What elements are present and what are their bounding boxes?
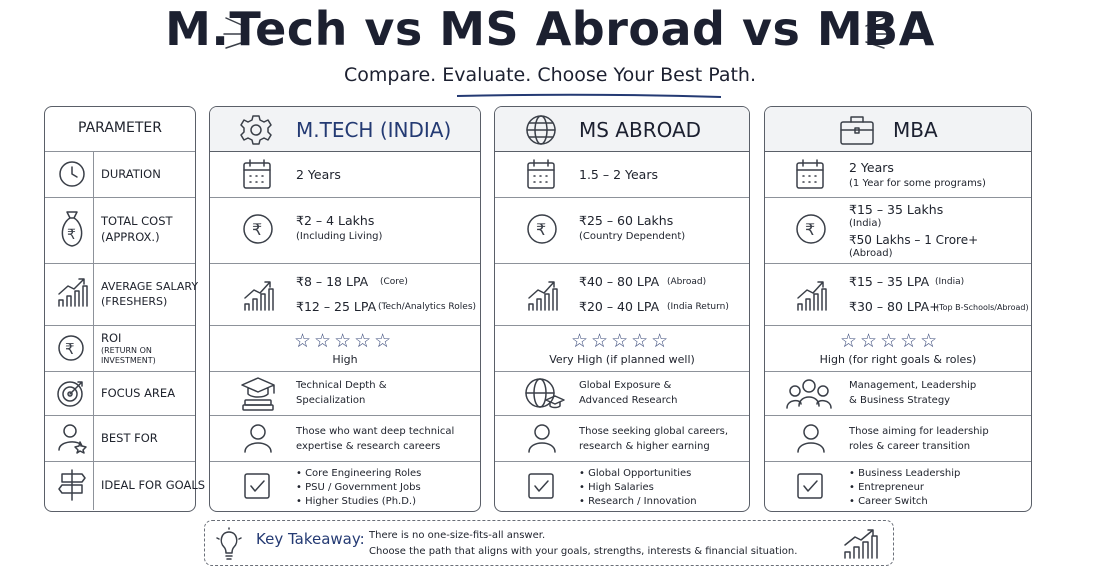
ms-salary-2: ₹20 – 40 LPA — [579, 299, 660, 314]
param-duration: DURATION — [101, 167, 161, 181]
takeaway-line-1: There is no one-size-fits-all answer. — [369, 530, 546, 541]
lightbulb-icon — [216, 528, 242, 560]
growth-chart-icon — [56, 276, 88, 310]
rupee-cycle-icon — [56, 332, 86, 364]
list-item: • Core Engineering Roles — [296, 467, 421, 481]
mtech-check-icon — [243, 472, 271, 500]
mtech-title: M.TECH (INDIA) — [296, 118, 452, 142]
ms-salary-chart-icon — [526, 278, 558, 312]
list-item: • Business Leadership — [849, 467, 960, 481]
mba-cost-note: (India) — [849, 218, 882, 229]
ms-roi-text: Very High (if planned well) — [549, 353, 695, 366]
ms-calendar-icon — [526, 158, 556, 190]
ms-best-1: Those seeking global careers, — [579, 426, 729, 437]
mba-duration: 2 Years — [849, 160, 894, 175]
gear-icon — [240, 114, 272, 146]
mtech-rupee-icon — [242, 213, 274, 245]
mtech-salary-2-note: (Tech/Analytics Roles) — [378, 302, 477, 312]
mtech-calendar-icon — [242, 158, 272, 190]
list-item: • PSU / Government Jobs — [296, 481, 421, 495]
mtech-cost: ₹2 – 4 Lakhs — [296, 213, 375, 228]
mtech-salary-2: ₹12 – 25 LPA — [296, 299, 377, 314]
mba-roi-text: High (for right goals & roles) — [819, 353, 977, 366]
ms-focus-2: Advanced Research — [579, 395, 678, 406]
svg-text:₹: ₹ — [67, 227, 76, 243]
mba-title: MBA — [893, 118, 938, 142]
mba-focus-2: & Business Strategy — [849, 395, 951, 406]
param-total-cost-sub: (APPROX.) — [101, 230, 160, 244]
mtech-person-icon — [243, 422, 273, 454]
ms-duration: 1.5 – 2 Years — [579, 167, 658, 182]
ms-abroad-title: MS ABROAD — [579, 118, 702, 142]
param-ideal-goals: IDEAL FOR GOALS — [101, 478, 206, 492]
mba-roi-stars: ☆☆☆☆☆ — [840, 330, 941, 352]
mba-best-2: roles & career transition — [849, 441, 971, 452]
list-item: • Entrepreneur — [849, 481, 960, 495]
list-item: • Higher Studies (Ph.D.) — [296, 495, 421, 509]
list-item: • Research / Innovation — [579, 495, 697, 509]
mtech-salary-1-note: (Core) — [380, 277, 408, 287]
user-star-icon — [57, 422, 87, 454]
ms-check-icon — [527, 472, 555, 500]
mba-best-1: Those aiming for leadership — [849, 426, 989, 437]
param-avg-salary-sub: (FRESHERS) — [101, 295, 168, 308]
page-subtitle: Compare. Evaluate. Choose Your Best Path. — [343, 64, 757, 86]
mtech-salary-1: ₹8 – 18 LPA — [296, 274, 369, 289]
param-focus-area: FOCUS AREA — [101, 386, 176, 400]
ms-cost-note: (Country Dependent) — [579, 231, 686, 242]
ms-cost: ₹25 – 60 Lakhs — [579, 213, 674, 228]
mba-cost: ₹15 – 35 Lakhs — [849, 202, 944, 217]
mba-rupee-icon — [795, 213, 827, 245]
svg-text:₹: ₹ — [805, 220, 816, 239]
svg-text:₹: ₹ — [252, 220, 263, 239]
target-icon — [56, 378, 86, 408]
mtech-goals-list — [296, 467, 421, 509]
mtech-focus-1: Technical Depth & — [296, 380, 387, 391]
ms-best-2: research & higher earning — [579, 441, 710, 452]
param-total-cost: TOTAL COST — [101, 214, 173, 228]
graduation-books-icon — [240, 376, 276, 412]
mba-check-icon — [796, 472, 824, 500]
takeaway-label: Key Takeaway: — [256, 530, 365, 548]
mba-cost-2: ₹50 Lakhs – 1 Crore+ — [849, 233, 979, 247]
ms-salary-1-note: (Abroad) — [667, 277, 707, 287]
subtitle-underline — [455, 92, 725, 100]
mba-salary-1-note: (India) — [935, 277, 965, 287]
ms-person-icon — [527, 422, 557, 454]
mba-salary-2-note: (Top B-Schools/Abroad) — [936, 303, 1029, 312]
param-avg-salary: AVERAGE SALARY — [101, 280, 199, 293]
list-item: • Global Opportunities — [579, 467, 697, 481]
mtech-roi-stars: ☆☆☆☆☆ — [294, 330, 395, 352]
briefcase-icon — [839, 114, 875, 146]
mba-duration-note: (1 Year for some programs) — [849, 178, 986, 189]
mtech-duration: 2 Years — [296, 167, 341, 182]
mba-salary-chart-icon — [795, 278, 827, 312]
list-item: • High Salaries — [579, 481, 697, 495]
ms-salary-1: ₹40 – 80 LPA — [579, 274, 660, 289]
takeaway-line-2: Choose the path that aligns with your goals, strengths, interests & financial situation. — [369, 546, 798, 557]
page-title: M.Tech vs MS Abroad vs MBA — [165, 2, 935, 56]
money-bag-icon — [57, 206, 87, 250]
list-item: • Career Switch — [849, 495, 960, 509]
clock-icon — [58, 160, 86, 188]
mtech-focus-2: Specialization — [296, 395, 366, 406]
param-best-for: BEST FOR — [101, 431, 158, 445]
ms-salary-2-note: (India Return) — [667, 302, 729, 312]
mba-goals-list — [849, 467, 960, 509]
mtech-best-2: expertise & research careers — [296, 441, 441, 452]
param-roi: ROI — [101, 331, 122, 345]
mtech-best-1: Those who want deep technical — [296, 426, 455, 437]
team-icon — [786, 378, 832, 410]
globe-icon — [525, 114, 557, 146]
growth-chart-icon — [842, 528, 878, 560]
mtech-cost-note: (Including Living) — [296, 231, 383, 242]
ms-roi-stars: ☆☆☆☆☆ — [571, 330, 672, 352]
mba-person-icon — [796, 422, 826, 454]
mtech-salary-chart-icon — [242, 278, 274, 312]
mba-salary-1: ₹15 – 35 LPA — [849, 274, 930, 289]
mba-salary-2: ₹30 – 80 LPA+ — [849, 299, 940, 314]
svg-text:₹: ₹ — [536, 220, 547, 239]
ms-goals-list — [579, 467, 697, 509]
param-roi-sub: (RETURN ON INVESTMENT) — [101, 346, 156, 365]
mba-cost-2-note: (Abroad) — [849, 248, 893, 259]
mba-focus-1: Management, Leadership — [849, 380, 977, 391]
ms-focus-1: Global Exposure & — [579, 380, 672, 391]
ms-rupee-icon — [526, 213, 558, 245]
parameter-heading: PARAMETER — [78, 120, 162, 136]
signpost-icon — [57, 468, 87, 502]
mba-calendar-icon — [795, 158, 825, 190]
svg-text:₹: ₹ — [65, 340, 75, 358]
globe-graduation-icon — [524, 376, 564, 412]
mtech-roi-text: High — [332, 353, 358, 366]
